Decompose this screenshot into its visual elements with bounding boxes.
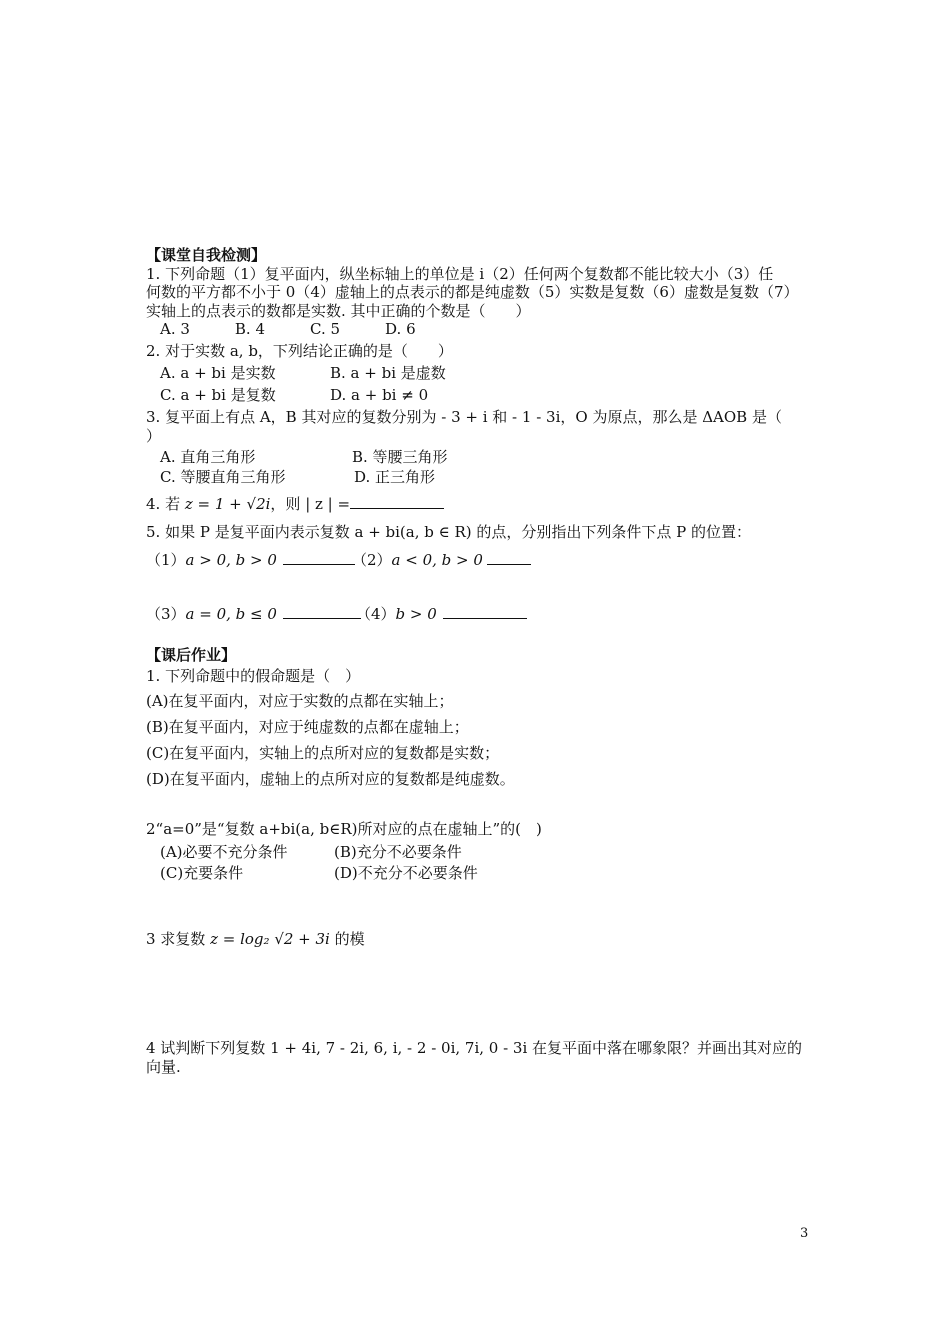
q5-cond2-label: （2） bbox=[352, 551, 392, 569]
q5-cond2 bbox=[352, 550, 531, 569]
hw1-option-d: (D)在复平面内，虚轴上的点所对应的复数都是纯虚数。 bbox=[146, 770, 515, 788]
q5-stem: 5. 如果 P 是复平面内表示复数 a + bi(a, b ∈ R) 的点，分别指出下列条件下点 P 的位置： bbox=[146, 523, 752, 541]
q3-line1: 3. 复平面上有点 A，B 其对应的复数分别为 - 3 + i 和 - 1 - 3i，O 为原点，那么是 ΔAOB 是（ bbox=[146, 408, 782, 426]
q1-line1: 1. 下列命题（1）复平面内，纵坐标轴上的单位是 i（2）任何两个复数都不能比较大小（3）任 bbox=[146, 265, 774, 283]
q4-suffix: ，则 | z | = bbox=[270, 495, 351, 513]
hw1-option-b: (B)在复平面内，对应于纯虚数的点都在虚轴上； bbox=[146, 718, 469, 736]
q5-cond4 bbox=[356, 604, 527, 623]
q5-cond4-blank[interactable] bbox=[443, 604, 527, 619]
q1-options: A. 3 B. 4 C. 5 D. 6 bbox=[160, 320, 416, 338]
q5-cond3-label: （3） bbox=[146, 605, 186, 623]
q5-cond2-math: a < 0, b > 0 bbox=[391, 551, 483, 569]
q5-cond3-math: a = 0, b ≤ 0 bbox=[185, 605, 277, 623]
q5-cond4-math: b > 0 bbox=[395, 605, 437, 623]
q5-cond4-label: （4） bbox=[356, 605, 396, 623]
q1-line2: 何数的平方都不小于 0（4）虚轴上的点表示的都是纯虚数（5）实数是复数（6）虚数是复数（7） bbox=[146, 283, 799, 301]
hw3-math: z = log₂ √2 + 3i bbox=[210, 930, 330, 948]
hw2-option-a: (A)必要不充分条件 bbox=[160, 843, 288, 861]
section-heading-homework: 【课后作业】 bbox=[146, 646, 237, 664]
q5-cond3 bbox=[146, 604, 361, 623]
q2-option-a: A. a + bi 是实数 bbox=[160, 364, 276, 382]
q4-answer-blank[interactable] bbox=[350, 494, 444, 509]
hw3-suffix: 的模 bbox=[329, 930, 365, 948]
q3-line2: ） bbox=[146, 427, 162, 445]
section-heading-self-check: 【课堂自我检测】 bbox=[146, 246, 267, 264]
q4-line bbox=[146, 494, 444, 513]
q4-prefix: 4. 若 bbox=[146, 495, 185, 513]
hw2-option-d: (D)不充分不必要条件 bbox=[334, 864, 478, 882]
hw4-line2: 向量. bbox=[146, 1058, 181, 1076]
hw3-line bbox=[146, 930, 365, 948]
q5-cond1-blank[interactable] bbox=[283, 550, 355, 565]
hw2-option-b: (B)充分不必要条件 bbox=[334, 843, 462, 861]
q2-option-d: D. a + bi ≠ 0 bbox=[330, 386, 429, 404]
hw2-stem: 2“a=0”是“复数 a+bi(a, b∈R)所对应的点在虚轴上”的( ) bbox=[146, 820, 542, 838]
q2-option-b: B. a + bi 是虚数 bbox=[330, 364, 446, 382]
q5-cond2-blank[interactable] bbox=[487, 550, 531, 565]
hw1-option-c: (C)在复平面内，实轴上的点所对应的复数都是实数； bbox=[146, 744, 500, 762]
hw3-prefix: 3 求复数 bbox=[146, 930, 211, 948]
q5-cond1-math: a > 0, b > 0 bbox=[185, 551, 277, 569]
hw4-line1: 4 试判断下列复数 1 + 4i, 7 - 2i, 6, i, - 2 - 0i, 7i, 0 - 3i 在复平面中落在哪象限？并画出其对应的 bbox=[146, 1039, 803, 1057]
q5-cond1-label: （1） bbox=[146, 551, 186, 569]
q3-option-d: D. 正三角形 bbox=[354, 468, 436, 486]
page-number: 3 bbox=[800, 1226, 809, 1241]
q3-option-c: C. 等腰直角三角形 bbox=[160, 468, 286, 486]
q5-cond1 bbox=[146, 550, 355, 569]
hw1-stem: 1. 下列命题中的假命题是（ ） bbox=[146, 667, 361, 685]
hw1-option-a: (A)在复平面内，对应于实数的点都在实轴上； bbox=[146, 692, 454, 710]
hw2-option-c: (C)充要条件 bbox=[160, 864, 244, 882]
q3-option-b: B. 等腰三角形 bbox=[352, 448, 448, 466]
q3-option-a: A. 直角三角形 bbox=[160, 448, 256, 466]
q2-stem: 2. 对于实数 a, b，下列结论正确的是（ ） bbox=[146, 342, 453, 360]
q5-cond3-blank[interactable] bbox=[283, 604, 361, 619]
q1-line3: 实轴上的点表示的数都是实数. 其中正确的个数是（ ） bbox=[146, 302, 531, 320]
q4-math: z = 1 + √2i bbox=[184, 495, 271, 513]
q2-option-c: C. a + bi 是复数 bbox=[160, 386, 276, 404]
